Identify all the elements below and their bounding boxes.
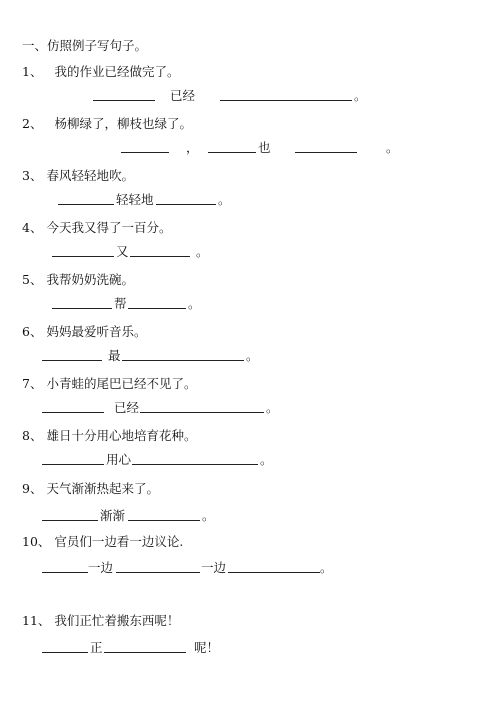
item-10-prompt: [22, 534, 183, 550]
template-word: 也: [258, 140, 271, 155]
item-11-prompt: [22, 613, 179, 629]
item-number: 7、: [22, 376, 43, 391]
template-word: 已经: [114, 400, 140, 415]
item-example: 雄日十分用心地培育花种。: [46, 428, 197, 443]
item-number: 5、: [22, 272, 43, 287]
item-example: 我们正忙着搬东西呢！: [54, 613, 180, 628]
template-word: 已经: [170, 88, 196, 103]
item-number: 10、: [22, 534, 51, 549]
answer-blank[interactable]: [156, 192, 216, 205]
item-2-prompt: [22, 116, 192, 132]
item-4-prompt: [22, 220, 171, 236]
item-number: 9、: [22, 481, 43, 496]
answer-blank[interactable]: [42, 508, 98, 521]
template-word: 轻轻地: [116, 192, 154, 207]
item-example: 官员们一边看一边议论.: [54, 534, 184, 549]
item-1-prompt: [22, 64, 179, 80]
answer-blank[interactable]: [42, 348, 102, 361]
answer-blank[interactable]: [42, 452, 104, 465]
template-punct: 。: [320, 560, 333, 575]
item-example: 小青蛙的尾巴已经不见了。: [46, 376, 197, 391]
answer-blank[interactable]: [42, 400, 104, 413]
template-punct: 呢！: [194, 640, 220, 655]
answer-blank[interactable]: [58, 192, 114, 205]
template-punct: ，: [186, 140, 199, 155]
item-7-prompt: [22, 376, 196, 392]
answer-blank[interactable]: [52, 244, 114, 257]
answer-blank[interactable]: [42, 640, 88, 653]
template-punct: 。: [202, 508, 215, 523]
answer-blank[interactable]: [42, 560, 88, 573]
item-number: 4、: [22, 220, 43, 235]
template-word: 渐渐: [100, 508, 126, 523]
template-punct: 。: [386, 140, 399, 155]
item-example: 妈妈最爱听音乐。: [46, 324, 147, 339]
answer-blank[interactable]: [116, 560, 200, 573]
answer-blank[interactable]: [208, 140, 256, 153]
answer-blank[interactable]: [52, 296, 112, 309]
answer-blank[interactable]: [128, 296, 186, 309]
template-punct: 。: [196, 244, 209, 259]
template-word: 最: [108, 348, 121, 363]
template-punct: 。: [218, 192, 231, 207]
item-example: 今天我又得了一百分。: [46, 220, 172, 235]
template-word: 一边: [201, 560, 227, 575]
item-number: 6、: [22, 324, 43, 339]
template-word: 一边: [88, 560, 114, 575]
item-number: 8、: [22, 428, 43, 443]
template-word: 帮: [114, 296, 127, 311]
item-9-prompt: [22, 481, 159, 497]
template-punct: 。: [260, 452, 273, 467]
template-word: 正: [90, 640, 103, 655]
item-number: 2、: [22, 116, 43, 131]
item-example: 春风轻轻地吹。: [46, 168, 134, 183]
answer-blank[interactable]: [228, 560, 320, 573]
item-number: 11、: [22, 613, 51, 628]
item-example: 我的作业已经做完了。: [54, 64, 180, 79]
template-punct: 。: [354, 88, 367, 103]
answer-blank[interactable]: [140, 400, 264, 413]
answer-blank[interactable]: [130, 244, 190, 257]
template-punct: 。: [266, 400, 279, 415]
item-5-prompt: [22, 272, 134, 288]
answer-blank[interactable]: [128, 508, 200, 521]
section-title: 一、仿照例子写句子。: [22, 38, 148, 53]
item-number: 3、: [22, 168, 43, 183]
answer-blank[interactable]: [132, 452, 258, 465]
answer-blank[interactable]: [104, 640, 186, 653]
answer-blank[interactable]: [220, 88, 352, 101]
item-example: 我帮奶奶洗碗。: [46, 272, 134, 287]
item-example: 杨柳绿了，柳枝也绿了。: [54, 116, 192, 131]
answer-blank[interactable]: [121, 140, 169, 153]
item-number: 1、: [22, 64, 43, 79]
answer-blank[interactable]: [93, 88, 155, 101]
item-3-prompt: [22, 168, 134, 184]
item-example: 天气渐渐热起来了。: [46, 481, 159, 496]
template-word: 用心: [106, 452, 132, 467]
item-8-prompt: [22, 428, 196, 444]
template-word: 又: [116, 244, 129, 259]
answer-blank[interactable]: [122, 348, 244, 361]
answer-blank[interactable]: [295, 140, 357, 153]
template-punct: 。: [188, 296, 201, 311]
template-punct: 。: [246, 348, 259, 363]
item-6-prompt: [22, 324, 146, 340]
